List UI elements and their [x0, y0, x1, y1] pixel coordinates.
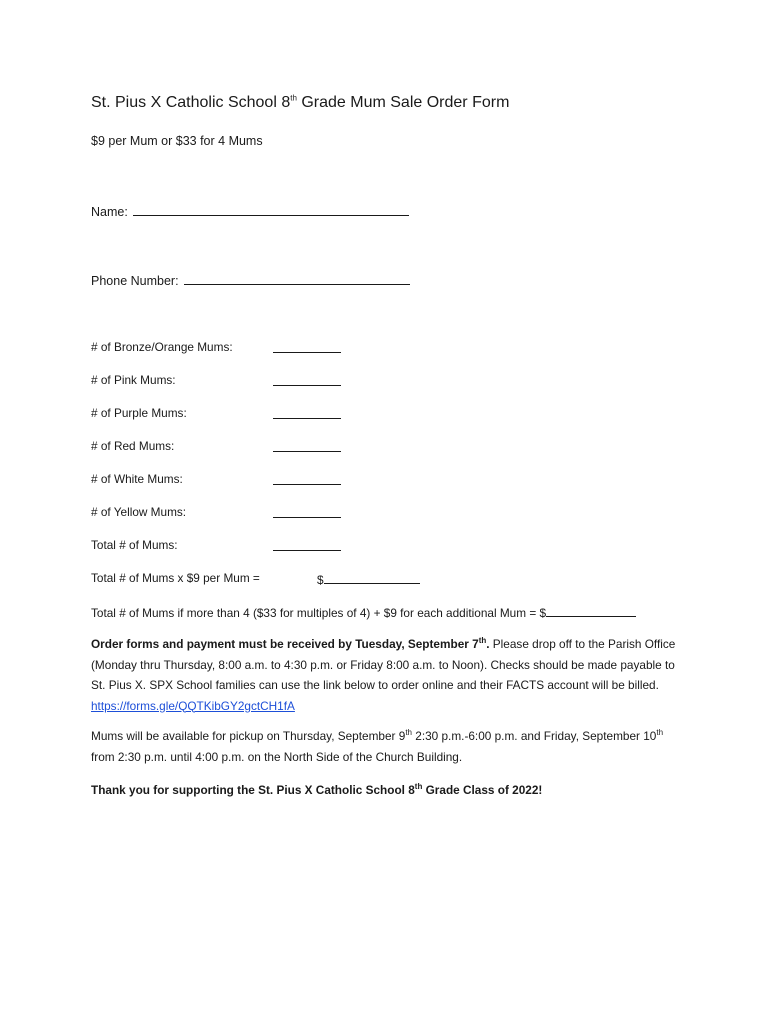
row-label: # of Purple Mums:	[91, 406, 187, 420]
row-label: Total # of Mums:	[91, 538, 178, 552]
phone-field	[91, 272, 410, 288]
quantity-blank[interactable]	[273, 538, 341, 551]
row-label: # of White Mums:	[91, 472, 183, 486]
thank-you-note: Thank you for supporting the St. Pius X Catholic School 8th Grade Class of 2022!	[91, 782, 543, 797]
row-label: # of Yellow Mums:	[91, 505, 187, 519]
total-cost-label: Total # of Mums x $9 per Mum =	[91, 571, 260, 585]
row-pink	[91, 373, 351, 389]
total-cost-row	[91, 571, 260, 585]
quantity-blank[interactable]	[273, 340, 341, 353]
total-cost-amount: $	[317, 571, 420, 587]
row-label: # of Pink Mums:	[91, 373, 176, 387]
row-yellow	[91, 505, 351, 521]
phone-blank-line[interactable]	[184, 272, 410, 285]
quantity-blank[interactable]	[273, 373, 341, 386]
multi-total-label: Total # of Mums if more than 4 ($33 for multiples of 4) + $9 for each additional Mum = $	[91, 606, 547, 620]
name-blank-line[interactable]	[133, 203, 409, 216]
total-cost-blank[interactable]	[324, 571, 420, 584]
phone-label: Phone Number:	[91, 274, 179, 288]
name-label: Name:	[91, 205, 128, 219]
name-field	[91, 203, 409, 219]
price-line: $9 per Mum or $33 for 4 Mums	[91, 134, 263, 148]
order-instructions: Order forms and payment must be received by Tuesday, September 7th. Please drop off to the Parish Office (Monday thru Thursday, 8:00 a.m. to 4:30 p.m. or Friday 8:00 a.m. to Noon). Checks should be made payable to St. Pius X. SPX School families can use the link below to order online and their FACTS account will be billed. https://forms.gle/QQTKibGY2gctCH1fA	[91, 636, 676, 713]
row-purple	[91, 406, 351, 422]
row-bronze-orange	[91, 340, 351, 356]
form-title: St. Pius X Catholic School 8th Grade Mum Sale Order Form	[91, 93, 510, 111]
row-white	[91, 472, 351, 488]
row-total-mums	[91, 538, 351, 554]
quantity-blank[interactable]	[273, 472, 341, 485]
quantity-blank[interactable]	[273, 439, 341, 452]
quantity-blank[interactable]	[273, 406, 341, 419]
row-label: # of Red Mums:	[91, 439, 175, 453]
row-label: # of Bronze/Orange Mums:	[91, 340, 233, 354]
multi-total-blank[interactable]	[546, 604, 636, 617]
row-red	[91, 439, 351, 455]
quantity-blank[interactable]	[273, 505, 341, 518]
order-online-link[interactable]: https://forms.gle/QQTKibGY2gctCH1fA	[91, 698, 295, 713]
pickup-info: Mums will be available for pickup on Thursday, September 9th 2:30 p.m.-6:00 p.m. and Friday, September 10th from 2:30 p.m. until 4:00 p.m. on the North Side of the Church Building.	[91, 728, 664, 764]
multi-total-row	[91, 604, 636, 620]
